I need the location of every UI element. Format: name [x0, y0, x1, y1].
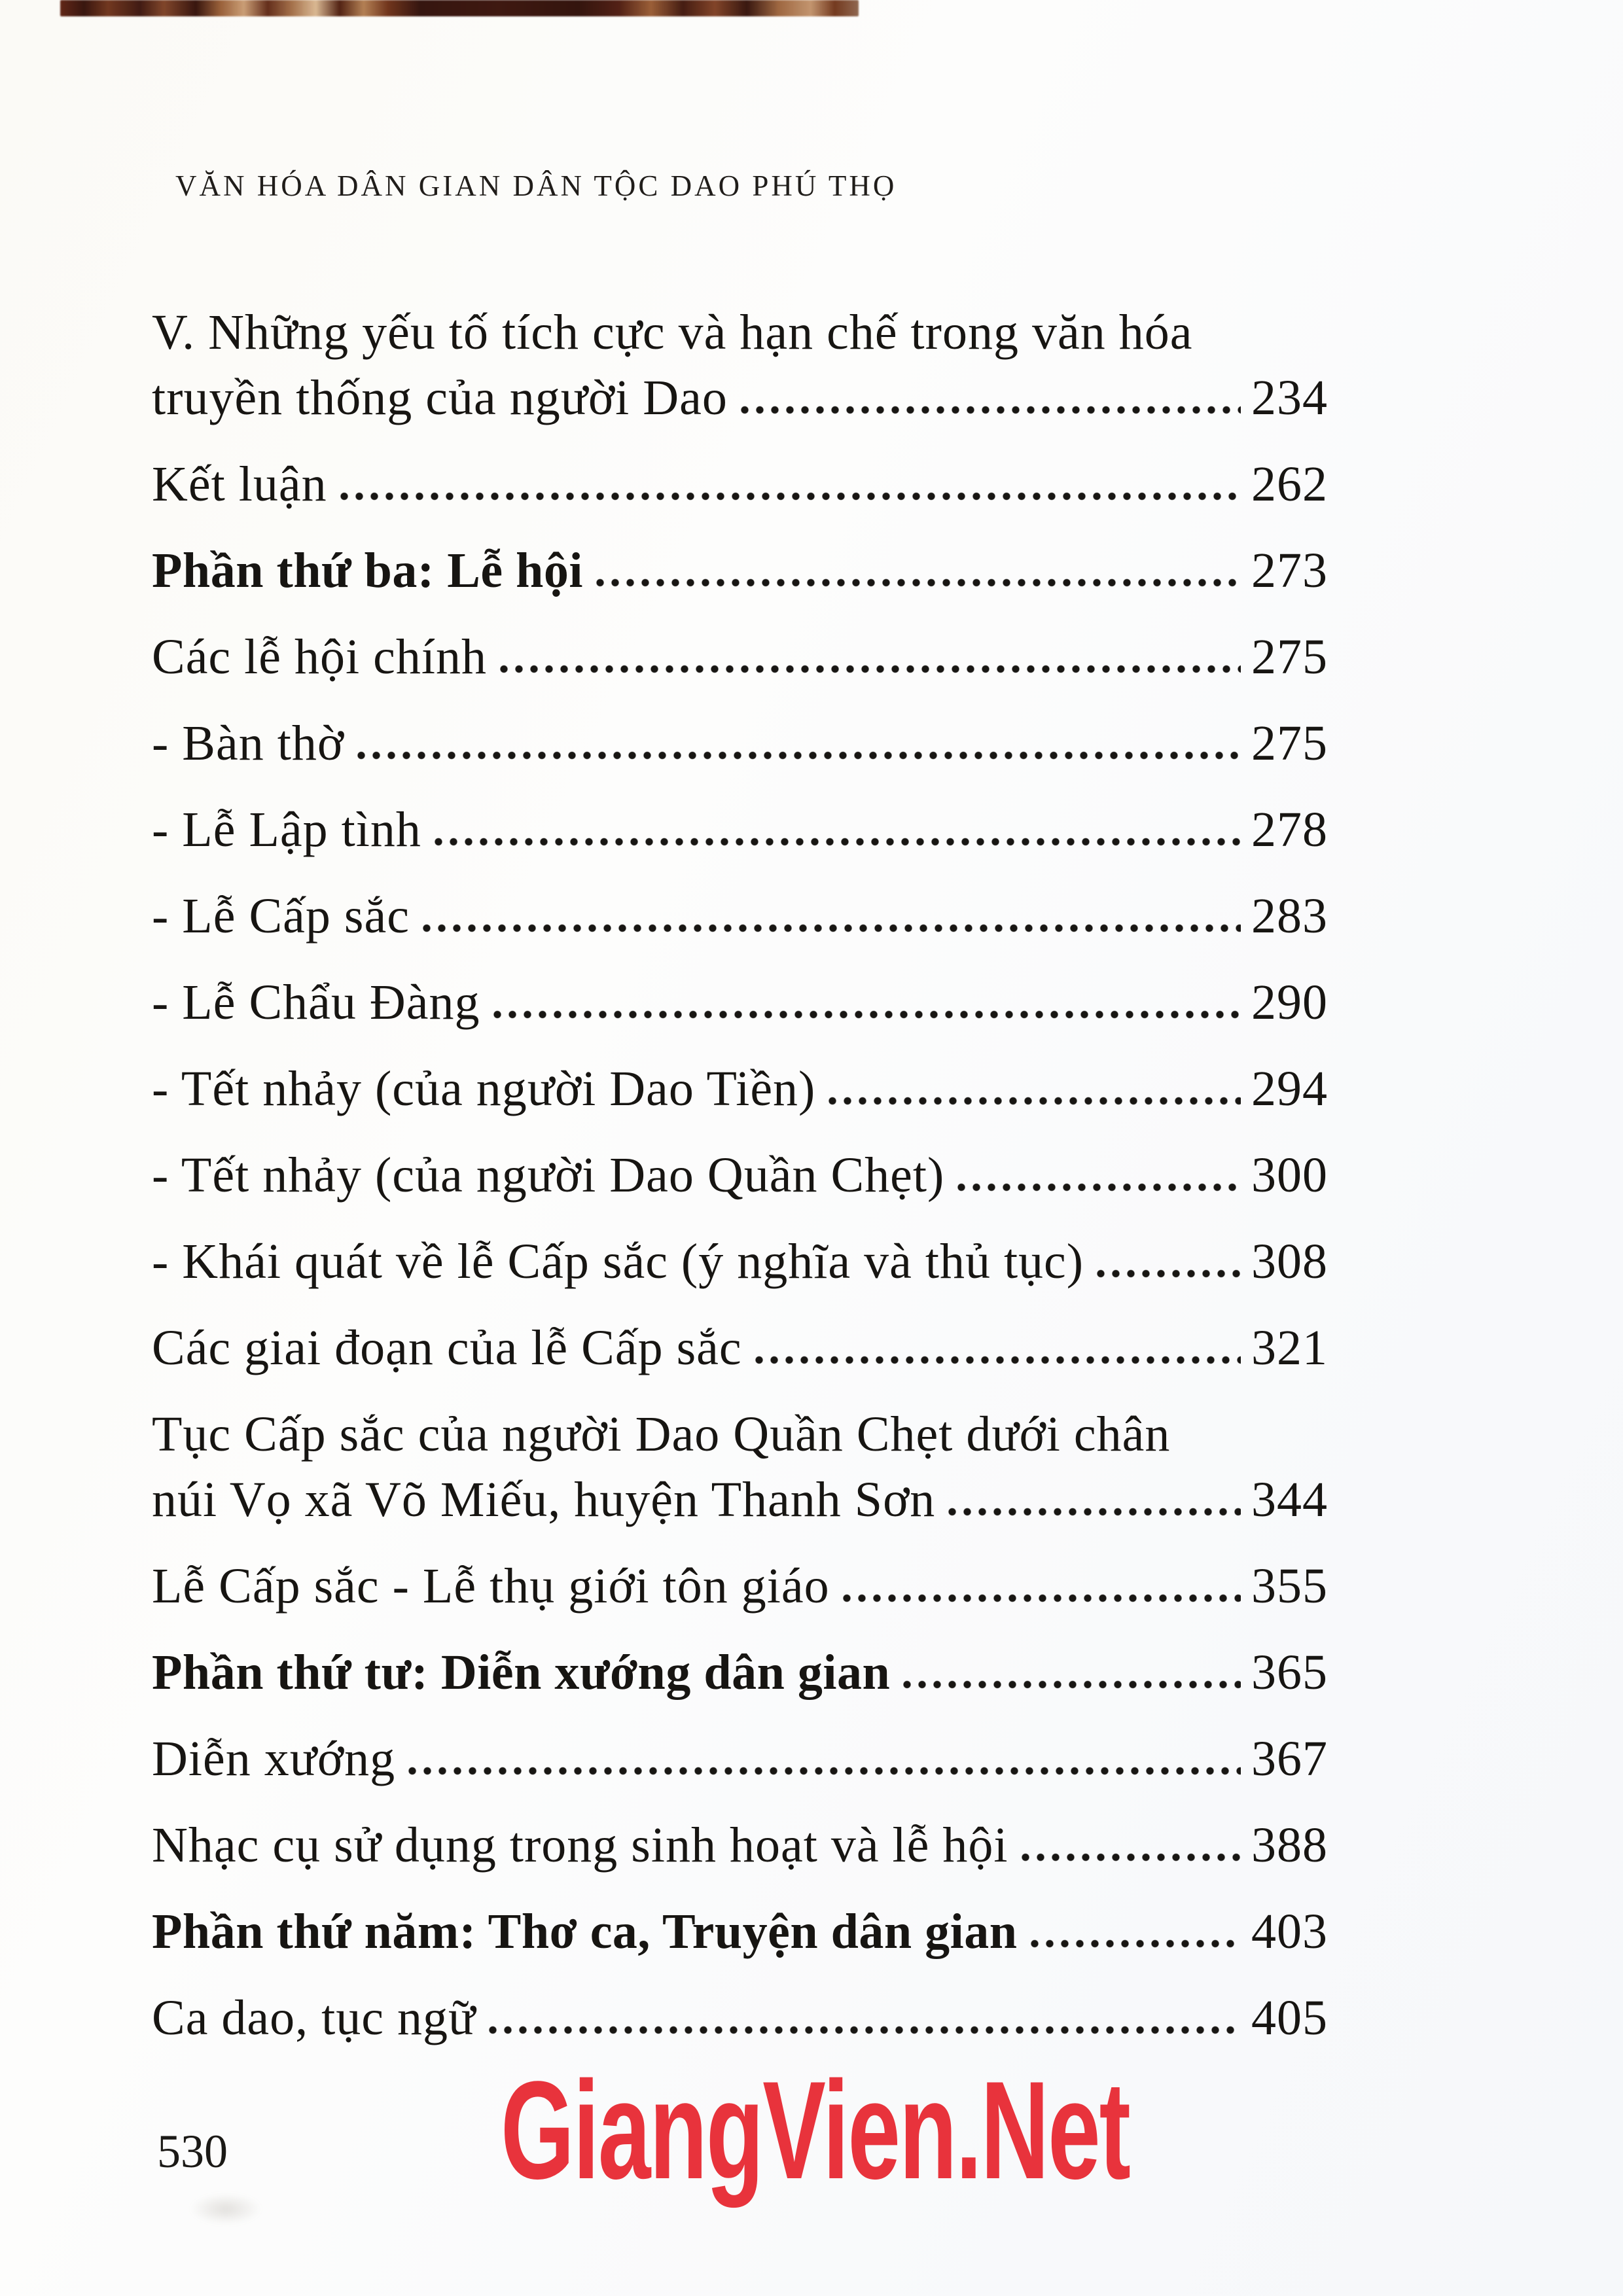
toc-entry-label: Ca dao, tục ngữ	[152, 1990, 476, 2045]
toc-page-number: 234	[1251, 370, 1328, 425]
toc-row	[152, 855, 1328, 944]
toc-row	[152, 1200, 1328, 1289]
toc-row	[152, 1784, 1328, 1873]
toc-entry-label: Phần thứ ba: Lễ hội	[152, 543, 584, 598]
toc-page-number: 355	[1251, 1559, 1328, 1614]
dot-leader	[408, 1767, 1241, 1775]
toc-entry-label: Lễ Cấp sắc - Lễ thụ giới tôn giáo	[152, 1559, 830, 1614]
toc-entry-label: - Tết nhảy (của người Dao Tiền)	[152, 1061, 816, 1116]
dot-leader	[493, 1010, 1241, 1019]
running-head: VĂN HÓA DÂN GIAN DÂN TỘC DAO PHÚ THỌ	[175, 169, 897, 202]
toc-entry-label: - Lễ Lập tình	[152, 802, 421, 857]
toc-row	[152, 941, 1328, 1030]
toc-page-number: 308	[1251, 1234, 1328, 1289]
dot-leader	[1022, 1853, 1241, 1862]
toc-entry-label: Tục Cấp sắc của người Dao Quần Chẹt dưới chân	[152, 1407, 1171, 1462]
dot-leader	[423, 924, 1241, 932]
watermark-text: GiangVien.Net	[500, 2053, 1130, 2208]
toc-entry-label: - Lễ Cấp sắc	[152, 889, 410, 944]
toc-entry-label: - Tết nhảy (của người Dao Quần Chẹt)	[152, 1148, 945, 1203]
toc-entry-label: Phần thứ tư: Diễn xướng dân gian	[152, 1645, 891, 1700]
toc-row	[152, 271, 1328, 360]
toc-page-number: 321	[1251, 1320, 1328, 1375]
toc-entry-label: - Khái quát về lễ Cấp sắc (ý nghĩa và thủ tục)	[152, 1234, 1084, 1289]
dot-leader	[489, 2026, 1241, 2034]
toc-entry-label: Các giai đoạn của lễ Cấp sắc	[152, 1320, 742, 1375]
toc-page-number: 344	[1251, 1472, 1328, 1527]
toc-page-number: 294	[1251, 1061, 1328, 1116]
toc-page-number: 388	[1251, 1818, 1328, 1873]
toc-entry-label: truyền thống của người Dao	[152, 370, 728, 425]
dot-leader	[903, 1680, 1241, 1689]
scan-artifact-band	[60, 0, 859, 16]
dot-leader	[340, 492, 1241, 501]
toc-entry-label: núi Vọ xã Võ Miếu, huyện Thanh Sơn	[152, 1472, 936, 1527]
toc-page-number: 273	[1251, 543, 1328, 598]
toc-row	[152, 509, 1328, 598]
toc-entry-label: V. Những yếu tố tích cực và hạn chế trong văn hóa	[152, 305, 1193, 360]
toc-row	[152, 1611, 1328, 1700]
toc-page-number: 300	[1251, 1148, 1328, 1203]
toc-list	[152, 271, 1328, 2043]
toc-row	[152, 1870, 1328, 1959]
toc-row	[152, 1286, 1328, 1373]
dot-leader	[741, 406, 1241, 414]
toc-page-number: 275	[1251, 629, 1328, 684]
toc-page-number: 405	[1251, 1990, 1328, 2045]
dot-leader	[357, 751, 1241, 760]
toc-row	[152, 423, 1328, 512]
toc-page-number: 283	[1251, 889, 1328, 944]
toc-page-number: 278	[1251, 802, 1328, 857]
toc-entry-label: - Lễ Chẩu Đàng	[152, 975, 480, 1030]
toc-page-number: 365	[1251, 1645, 1328, 1700]
toc-entry-label: Các lễ hội chính	[152, 629, 487, 684]
toc-row	[152, 1956, 1328, 2043]
dot-leader	[957, 1183, 1241, 1192]
toc-row	[152, 1525, 1328, 1614]
dot-leader	[755, 1356, 1241, 1364]
toc-row	[152, 357, 1328, 423]
toc-row	[152, 1373, 1328, 1462]
toc-row	[152, 1114, 1328, 1203]
toc-page-number: 290	[1251, 975, 1328, 1030]
dot-leader	[435, 838, 1241, 846]
toc-row	[152, 595, 1328, 682]
toc-row	[152, 682, 1328, 771]
toc-row	[152, 1459, 1328, 1525]
toc-entry-label: - Bàn thờ	[152, 716, 345, 771]
dot-leader	[948, 1508, 1241, 1516]
toc-row	[152, 1697, 1328, 1784]
toc-page-number: 262	[1251, 457, 1328, 512]
toc-row	[152, 768, 1328, 855]
toc-page-number: 403	[1251, 1904, 1328, 1959]
toc-entry-label: Phần thứ năm: Thơ ca, Truyện dân gian	[152, 1904, 1018, 1959]
toc-page-number: 275	[1251, 716, 1328, 771]
dot-leader	[1097, 1269, 1241, 1278]
toc-entry-label: Kết luận	[152, 457, 327, 512]
dot-leader	[829, 1097, 1241, 1105]
toc-entry-label: Nhạc cụ sử dụng trong sinh hoạt và lễ hội	[152, 1818, 1008, 1873]
folio-page-number: 530	[157, 2125, 228, 2178]
toc-entry-label: Diễn xướng	[152, 1731, 396, 1786]
dot-leader	[596, 578, 1241, 587]
watermark	[0, 2053, 1623, 2208]
toc-row	[152, 1027, 1328, 1114]
toc-page-number: 367	[1251, 1731, 1328, 1786]
dot-leader	[500, 665, 1241, 673]
dot-leader	[843, 1594, 1241, 1602]
dot-leader	[1031, 1939, 1241, 1948]
